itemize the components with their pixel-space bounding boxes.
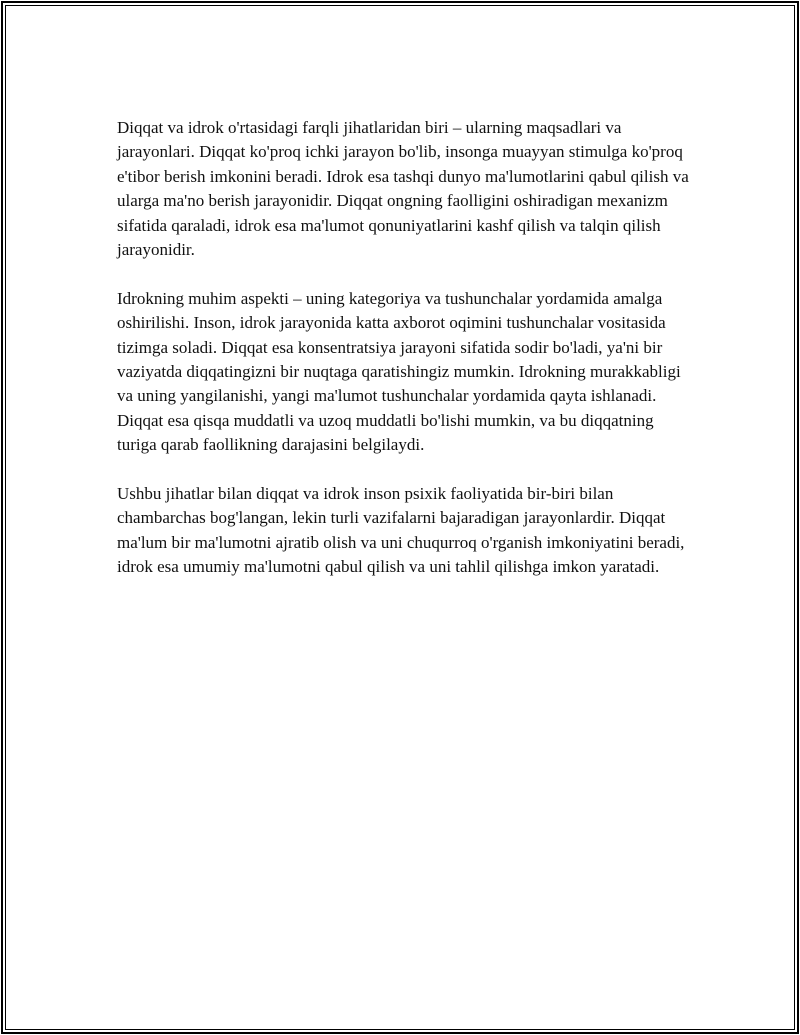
paragraph-1: Diqqat va idrok o'rtasidagi farqli jihatlaridan biri – ularning maqsadlari va jarayonlari. Diqqat ko'proq ichki jarayon bo'lib, insonga muayyan stimulga ko'proq e'tibor berish imkonini beradi. Idrok esa tashqi dunyo ma'lumotlarini qabul qilish va ularga ma'no berish jarayonidir. Diqqat ongning faolligini oshiradigan mexanizm sifatida qaraladi, idrok esa ma'lumot qonuniyatlarini kashf qilish va talqin qilish jarayonidir. [117, 118, 689, 260]
paragraph-2: Idrokning muhim aspekti – uning kategoriya va tushunchalar yordamida amalga oshirilishi. Inson, idrok jarayonida katta axborot oqimini tushunchalar vositasida tizimga soladi. Diqqat esa konsentratsiya jarayoni sifatida sodir bo'ladi, ya'ni bir vaziyatda diqqatingizni bir nuqtaga qaratishingiz mumkin. Idrokning murakkabligi va uning yangilanishi, yangi ma'lumot tushunchalar yordamida qayta ishlanadi. Diqqat esa qisqa muddatli va uzoq muddatli bo'lishi mumkin, va bu diqqatning turiga qarab faollikning darajasini belgilaydi. [117, 288, 681, 455]
document-body [117, 116, 692, 604]
paragraph-3: Ushbu jihatlar bilan diqqat va idrok inson psixik faoliyatida bir-biri bilan chambarchas bog'langan, lekin turli vazifalarni bajaradigan jarayonlardir. Diqqat ma'lum bir ma'lumotni ajratib olish va uni chuqurroq o'rganish imkoniyatini beradi, idrok esa umumiy ma'lumotni qabul qilish va uni tahlil qilishga imkon yaratadi. [117, 484, 685, 577]
